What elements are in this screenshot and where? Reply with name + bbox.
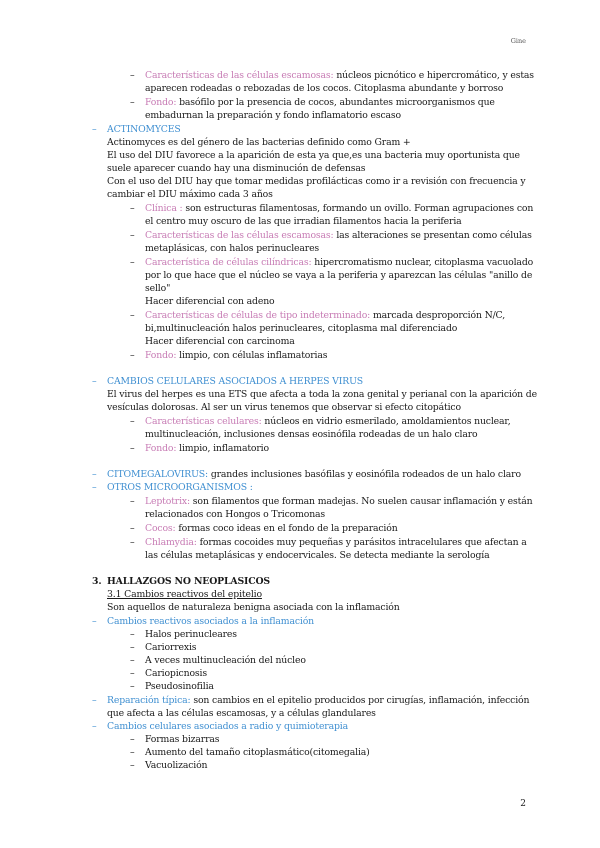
actinomyces-paragraph: cambiar el DIU máximo cada 3 años bbox=[107, 189, 273, 200]
subsection-text: Son aquellos de naturaleza benigna asociada con la inflamación bbox=[107, 602, 400, 613]
list-item: Vacuolización bbox=[145, 760, 208, 771]
escamosas-label: Características de las células escamosas: bbox=[145, 70, 334, 81]
actinomyces-paragraph: El uso del DIU favorece a la aparición de esta ya que,es una bacteria muy oportunista que bbox=[107, 150, 520, 161]
chlamydia-text: formas cocoides muy pequeñas y parásitos intracelulares que afectan a bbox=[196, 537, 527, 548]
cilindricas-text: hipercromatismo nuclear, citoplasma vacuolado bbox=[311, 257, 534, 268]
herpes-fondo-text: limpio, inflamatorio bbox=[176, 443, 269, 454]
escamosas-line bbox=[145, 69, 534, 82]
clinica-line bbox=[145, 202, 533, 215]
dash-bullet: – bbox=[92, 482, 97, 493]
page-number: 2 bbox=[520, 799, 526, 809]
list-item: Cariopicnosis bbox=[145, 668, 207, 679]
dash-bullet: – bbox=[130, 203, 135, 214]
dash-bullet: – bbox=[130, 747, 135, 758]
indeterminado-line bbox=[145, 309, 505, 322]
cilindricas-label: Característica de células cilíndricas: bbox=[145, 257, 312, 268]
section-title: HALLAZGOS NO NEOPLASICOS bbox=[107, 576, 270, 587]
dash-bullet: – bbox=[130, 537, 135, 548]
escamosas-line bbox=[145, 229, 532, 242]
cocos-label: Cocos: bbox=[145, 523, 176, 534]
dash-bullet: – bbox=[92, 124, 97, 135]
dash-bullet: – bbox=[130, 642, 135, 653]
dash-bullet: – bbox=[92, 376, 97, 387]
section-number: 3. bbox=[92, 576, 102, 587]
escamosas-label: Características de las células escamosas: bbox=[145, 230, 334, 241]
dash-bullet: – bbox=[130, 681, 135, 692]
reparacion-text: son cambios en el epitelio producidos por cirugías, inflamación, infección bbox=[190, 695, 530, 706]
subsection-title: 3.1 Cambios reactivos del epitelio bbox=[107, 589, 262, 600]
cocos-text: formas coco ideas en el fondo de la preparación bbox=[175, 523, 398, 534]
herpes-celulares-label: Características celulares: bbox=[145, 416, 262, 427]
cocos-line bbox=[145, 522, 398, 535]
clinica-text-cont: el centro muy oscuro de las que irradian filamentos hacia la periferia bbox=[145, 216, 462, 227]
indeterminado-text-cont: bi,multinucleación halos perinucleares, citoplasma mal diferenciado bbox=[145, 323, 458, 334]
escamosas-text-cont: metaplásicas, con halos perinucleares bbox=[145, 243, 320, 254]
chlamydia-text-cont: las células metaplásicas y endocervicales. Se detecta mediante la serología bbox=[145, 550, 490, 561]
dash-bullet: – bbox=[130, 496, 135, 507]
actinomyces-paragraph: Con el uso del DIU hay que tomar medidas profilácticas como ir a revisión con frecuencia y bbox=[107, 176, 526, 187]
list-item: Formas bizarras bbox=[145, 734, 220, 745]
list-item: Aumento del tamaño citoplasmático(citomegalia) bbox=[145, 747, 370, 758]
dash-bullet: – bbox=[92, 721, 97, 732]
cmv-text: grandes inclusiones basófilas y eosinófila rodeados de un halo claro bbox=[208, 469, 521, 480]
cilindricas-text-cont: por lo que hace que el núcleo se vaya a la periferia y aparezcan las células "anillo de bbox=[145, 270, 533, 281]
dash-bullet: – bbox=[130, 760, 135, 771]
indeterminado-label: Características de células de tipo indeterminado: bbox=[145, 310, 371, 321]
list-item: Pseudosinofilia bbox=[145, 681, 214, 692]
escamosas-text: las alteraciones se presentan como células bbox=[333, 230, 532, 241]
indeterminado-text: marcada desproporción N/C, bbox=[370, 310, 505, 321]
cilindricas-line bbox=[145, 256, 533, 269]
fondo-text-cont: embadurnan la preparación y fondo inflamatorio escaso bbox=[145, 110, 401, 121]
dash-bullet: – bbox=[130, 70, 135, 81]
herpes-fondo-line bbox=[145, 442, 269, 455]
dash-bullet: – bbox=[130, 629, 135, 640]
clinica-label: Clínica : bbox=[145, 203, 183, 214]
radio-heading: Cambios celulares asociados a radio y quimioterapia bbox=[107, 721, 348, 732]
herpes-paragraph: El virus del herpes es una ETS que afecta a toda la zona genital y perianal con la aparición de bbox=[107, 389, 537, 400]
actinomyces-paragraph: Actinomyces es del género de las bacterias definido como Gram + bbox=[107, 137, 411, 148]
otros-heading: OTROS MICROORGANISMOS : bbox=[107, 482, 253, 493]
reparacion-line bbox=[107, 694, 529, 707]
cilindricas-text-cont: Hacer diferencial con adeno bbox=[145, 296, 275, 307]
dash-bullet: – bbox=[130, 350, 135, 361]
list-item: Cariorrexis bbox=[145, 642, 197, 653]
fondo-line bbox=[145, 96, 495, 109]
dash-bullet: – bbox=[130, 257, 135, 268]
herpes-paragraph: vesículas dolorosas. Al ser un virus tenemos que observar si efecto citopático bbox=[107, 402, 461, 413]
fondo-text: basófilo por la presencia de cocos, abundantes microorganismos que bbox=[176, 97, 495, 108]
herpes-heading: CAMBIOS CELULARES ASOCIADOS A HERPES VIRUS bbox=[107, 376, 364, 387]
dash-bullet: – bbox=[130, 523, 135, 534]
fondo-text: limpio, con células inflamatorias bbox=[176, 350, 328, 361]
herpes-celulares-line bbox=[145, 415, 511, 428]
list-item: A veces multinucleación del núcleo bbox=[145, 655, 306, 666]
header-subject: Gine bbox=[510, 37, 526, 45]
chlamydia-line bbox=[145, 536, 527, 549]
herpes-celulares-text: núcleos en vidrio esmerilado, amoldamientos nuclear, bbox=[261, 416, 511, 427]
dash-bullet: – bbox=[130, 230, 135, 241]
leptotrix-label: Leptotrix: bbox=[145, 496, 190, 507]
cmv-line bbox=[107, 468, 521, 481]
actinomyces-heading: ACTINOMYCES bbox=[107, 124, 181, 135]
chlamydia-label: Chlamydia: bbox=[145, 537, 197, 548]
leptotrix-line bbox=[145, 495, 532, 508]
cmv-label: CITOMEGALOVIRUS: bbox=[107, 469, 209, 480]
fondo-line bbox=[145, 349, 327, 362]
dash-bullet: – bbox=[92, 695, 97, 706]
dash-bullet: – bbox=[130, 97, 135, 108]
clinica-text: son estructuras filamentosas, formando un ovillo. Forman agrupaciones con bbox=[182, 203, 534, 214]
leptotrix-text: son filamentos que forman madejas. No suelen causar inflamación y están bbox=[190, 496, 533, 507]
reparacion-text-cont: que afecta a las células escamosas, y a células glandulares bbox=[107, 708, 376, 719]
dash-bullet: – bbox=[130, 655, 135, 666]
dash-bullet: – bbox=[130, 416, 135, 427]
dash-bullet: – bbox=[92, 469, 97, 480]
herpes-fondo-label: Fondo: bbox=[145, 443, 177, 454]
reactivos-heading: Cambios reactivos asociados a la inflamación bbox=[107, 616, 315, 627]
dash-bullet: – bbox=[130, 668, 135, 679]
leptotrix-text-cont: relacionados con Hongos o Tricomonas bbox=[145, 509, 326, 520]
reparacion-label: Reparación típica: bbox=[107, 695, 191, 706]
herpes-celulares-text-cont: multinucleación, inclusiones densas eosinófila rodeadas de un halo claro bbox=[145, 429, 478, 440]
indeterminado-text-cont: Hacer diferencial con carcinoma bbox=[145, 336, 295, 347]
dash-bullet: – bbox=[130, 734, 135, 745]
escamosas-text: núcleos picnótico e hipercromático, y estas bbox=[333, 70, 534, 81]
list-item: Halos perinucleares bbox=[145, 629, 237, 640]
escamosas-text-cont: aparecen rodeadas o rebozadas de los cocos. Citoplasma abundante y borroso bbox=[145, 83, 504, 94]
fondo-label: Fondo: bbox=[145, 350, 177, 361]
dash-bullet: – bbox=[130, 443, 135, 454]
cilindricas-text-cont: sello" bbox=[145, 283, 171, 294]
fondo-label: Fondo: bbox=[145, 97, 177, 108]
dash-bullet: – bbox=[92, 616, 97, 627]
dash-bullet: – bbox=[130, 310, 135, 321]
actinomyces-paragraph: suele aparecer cuando hay una disminución de defensas bbox=[107, 163, 366, 174]
